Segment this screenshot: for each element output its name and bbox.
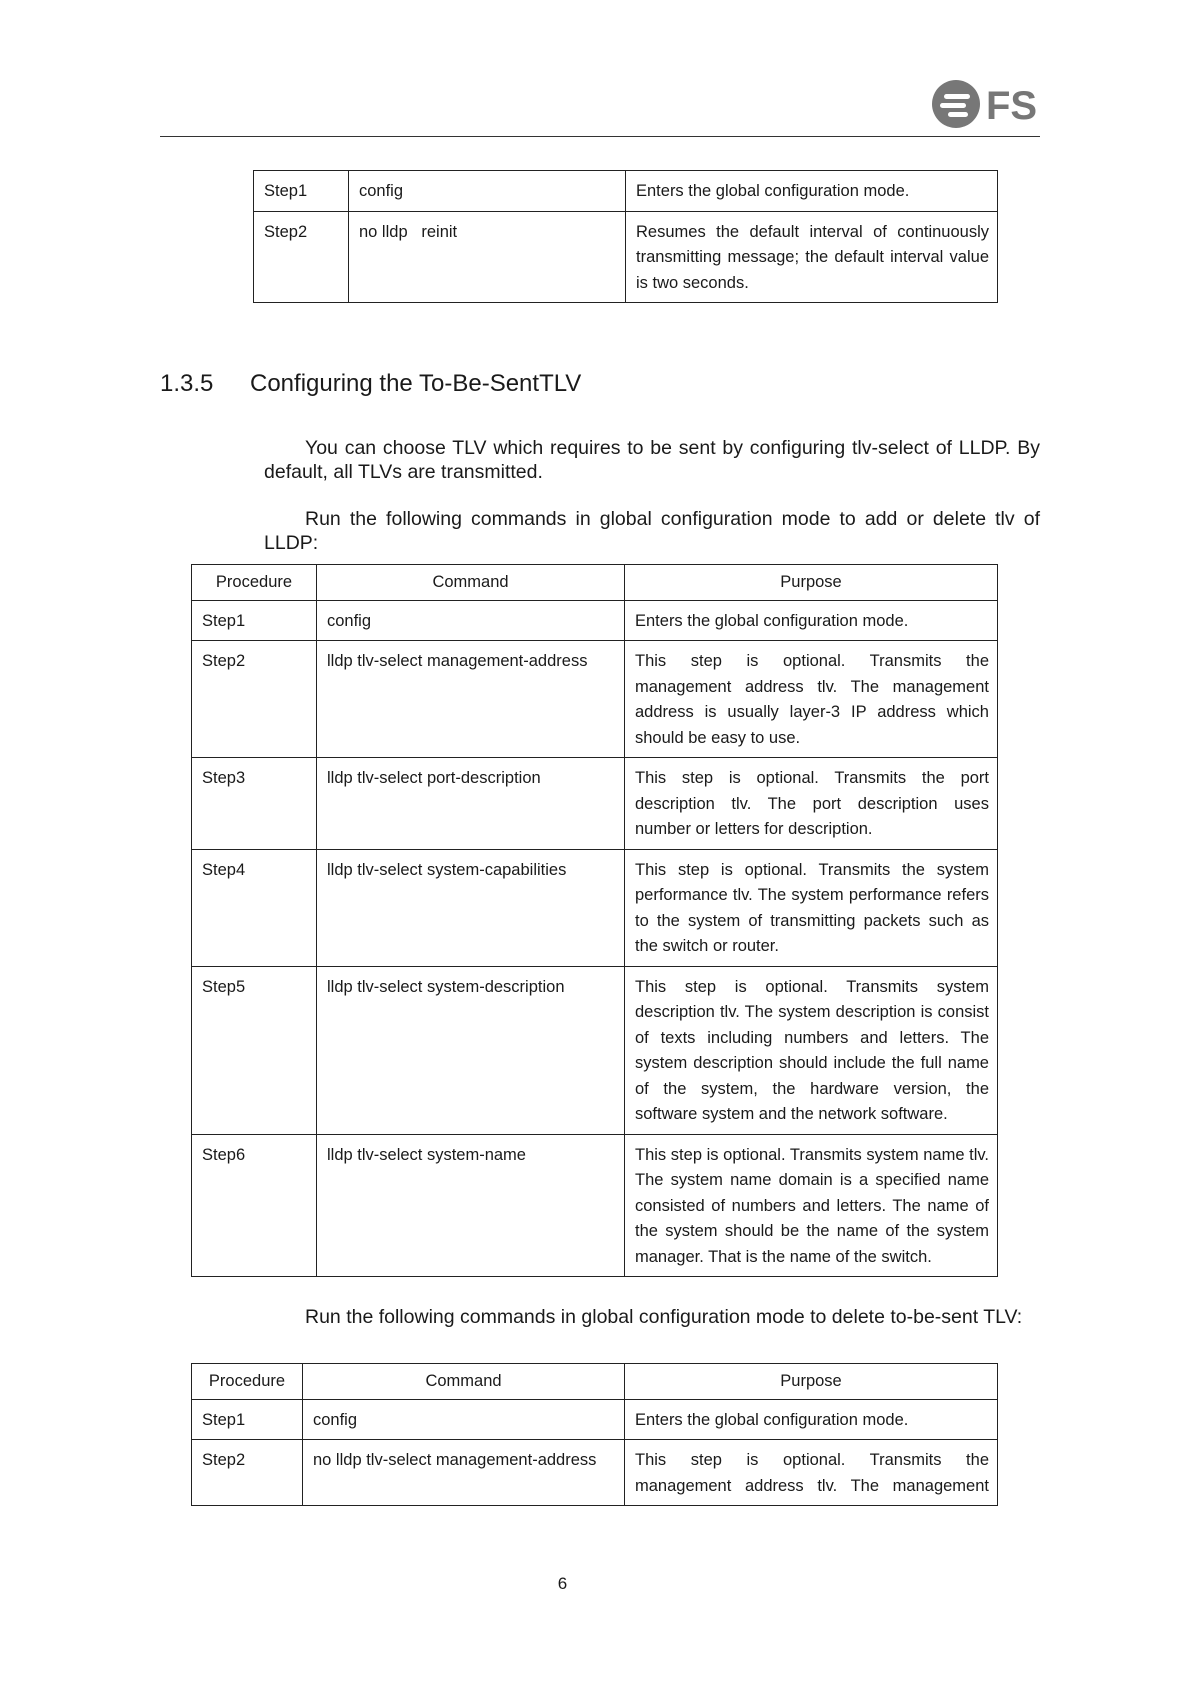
- add-delete-tlv-paragraph: Run the following commands in global configuration mode to add or delete tlv of LLDP:: [264, 508, 1040, 554]
- procedure-header: Procedure: [192, 565, 317, 601]
- step-cell: Step3: [192, 758, 317, 850]
- command-header: Command: [317, 565, 625, 601]
- table-row: [192, 1440, 998, 1506]
- purpose-cell: Resumes the default interval of continuously transmitting message; the default interval value is two seconds.: [626, 211, 998, 303]
- table-row: [254, 171, 998, 212]
- table-row: [192, 1399, 998, 1440]
- command-cell: lldp tlv-select system-description: [317, 966, 625, 1134]
- no-tlv-select-table: [191, 1363, 998, 1506]
- procedure-header: Procedure: [192, 1364, 303, 1400]
- lldp-reinit-table: [253, 170, 998, 303]
- command-cell: lldp tlv-select port-description: [317, 758, 625, 850]
- fs-logo-wordmark: FS: [986, 84, 1038, 128]
- table-header-row: [192, 1364, 998, 1400]
- table-row: [254, 211, 998, 303]
- table-row: [192, 758, 998, 850]
- purpose-cell: Enters the global configuration mode.: [626, 171, 998, 212]
- intro-paragraph: You can choose TLV which requires to be sent by configuring tlv-select of LLDP. By default, all TLVs are transmitted.: [264, 437, 1040, 483]
- tlv-select-table: [191, 564, 998, 1277]
- step-cell: Step2: [254, 211, 349, 303]
- table-row: [192, 641, 998, 758]
- purpose-cell: This step is optional. Transmits the system performance tlv. The system performance refers to the system of transmitting packets such as the switch or router.: [625, 849, 998, 966]
- purpose-cell: This step is optional. Transmits system name tlv. The system name domain is a specified name consisted of numbers and letters. The name of the system should be the name of the system manager. That is the name of the switch.: [625, 1134, 998, 1277]
- table-row: [192, 849, 998, 966]
- step-cell: Step6: [192, 1134, 317, 1277]
- step-cell: Step4: [192, 849, 317, 966]
- step-cell: Step2: [192, 1440, 303, 1506]
- step-cell: Step2: [192, 641, 317, 758]
- header-rule: [160, 136, 1040, 137]
- purpose-header: Purpose: [625, 565, 998, 601]
- command-cell: no lldp tlv-select management-address: [303, 1440, 625, 1506]
- command-cell: lldp tlv-select management-address: [317, 641, 625, 758]
- section-title: Configuring the To-Be-SentTLV: [250, 370, 582, 397]
- step-cell: Step1: [254, 171, 349, 212]
- table-row: [192, 966, 998, 1134]
- step-cell: Step1: [192, 600, 317, 641]
- purpose-cell: This step is optional. Transmits the management address tlv. The management address is usually layer-3 IP address which should be easy to use.: [625, 641, 998, 758]
- command-cell: config: [303, 1399, 625, 1440]
- command-cell: lldp tlv-select system-name: [317, 1134, 625, 1277]
- command-cell: config: [317, 600, 625, 641]
- purpose-cell: Enters the global configuration mode.: [625, 1399, 998, 1440]
- step-cell: Step1: [192, 1399, 303, 1440]
- command-header: Command: [303, 1364, 625, 1400]
- purpose-header: Purpose: [625, 1364, 998, 1400]
- command-cell: no lldp reinit: [349, 211, 626, 303]
- purpose-cell: This step is optional. Transmits system description tlv. The system description is consist of texts including numbers and letters. The system description should include the full name of the system, the hardware version, the software system and the network software.: [625, 966, 998, 1134]
- fs-logo: [930, 74, 1040, 134]
- command-cell: config: [349, 171, 626, 212]
- purpose-cell: Enters the global configuration mode.: [625, 600, 998, 641]
- table-row: [192, 1134, 998, 1277]
- table-header-row: [192, 565, 998, 601]
- section-heading: [160, 370, 581, 398]
- command-cell: lldp tlv-select system-capabilities: [317, 849, 625, 966]
- page-number: 6: [557, 1574, 568, 1593]
- step-cell: Step5: [192, 966, 317, 1134]
- delete-tlv-paragraph: Run the following commands in global configuration mode to delete to-be-sent TLV:: [305, 1306, 1023, 1328]
- section-number: 1.3.5: [160, 370, 214, 397]
- table-row: [192, 600, 998, 641]
- purpose-cell: This step is optional. Transmits the management address tlv. The management: [625, 1440, 998, 1506]
- purpose-cell: This step is optional. Transmits the port description tlv. The port description uses number or letters for description.: [625, 758, 998, 850]
